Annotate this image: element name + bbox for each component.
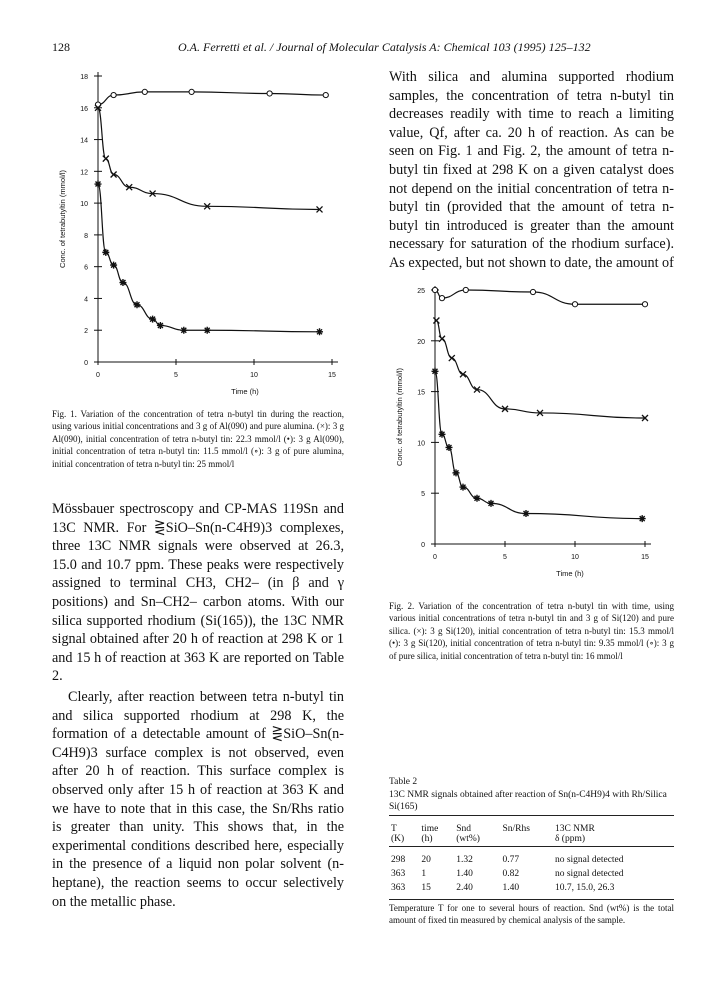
- table-row: 363 15 2.40 1.40 10.7, 15.0, 26.3: [391, 883, 615, 893]
- running-header: O.A. Ferretti et al. / Journal of Molecular Catalysis A: Chemical 103 (1995) 125–132: [178, 40, 591, 54]
- figure-2-chart: [389, 272, 689, 594]
- y-tick-label: 2: [84, 328, 88, 336]
- x-tick-label: 5: [503, 554, 507, 561]
- table-2-caption: 13C NMR signals obtained after reaction of Sn(n-C4H9)4 with Rh/Silica Si(165): [389, 789, 667, 812]
- series-line-3: [435, 371, 642, 518]
- y-tick-label: 5: [421, 491, 425, 499]
- y-tick-label: 8: [84, 232, 88, 240]
- star-point: [157, 322, 164, 329]
- star-point: [102, 249, 109, 256]
- open-circle-point: [323, 92, 328, 97]
- open-circle-point: [530, 289, 535, 294]
- star-point: [460, 484, 467, 491]
- open-circle-point: [642, 302, 647, 307]
- col-temperature: T (K): [389, 816, 419, 847]
- star-point: [474, 495, 481, 502]
- open-circle-point: [189, 89, 194, 94]
- paragraph-right-top: With silica and alumina supported rhodium samples, the concentration of tetra n-butyl tin decreases readily with time to reach a limiting value, Qf, after ca. 20 h of reaction. As can be seen on Fig. 1 and Fig. 2, the amount of tetra n-butyl tin fixed at 298 K on a given catalyst does not depend on the initial concentration of tetra n-butyl tin (provided that the amount of tetra n-butyl tin introduced is greater than the amount necessary for saturation of the rhodium surface). As expected, but not shown to date, the amount of: [389, 69, 674, 271]
- star-point: [488, 500, 495, 507]
- col-13c-nmr: 13C NMR δ (ppm): [553, 816, 674, 847]
- open-circle-point: [111, 92, 116, 97]
- series-line-2: [436, 320, 645, 418]
- star-point: [180, 327, 187, 334]
- x-tick-label: 10: [250, 372, 258, 379]
- open-circle-point: [463, 287, 468, 292]
- star-point: [639, 515, 646, 522]
- cross-point: [433, 317, 439, 323]
- col-sn-fixed: Snd (wt%): [454, 816, 500, 847]
- star-point: [523, 510, 530, 517]
- x-tick-label: 0: [96, 372, 100, 379]
- y-tick-label: 16: [80, 105, 88, 113]
- y-tick-label: 6: [84, 264, 88, 272]
- cross-point: [439, 336, 445, 342]
- cross-point: [449, 355, 455, 361]
- figure-2-caption: Fig. 2. Variation of the concentration of tetra n-butyl tin with time, using various initial concentrations of tetra n-butyl tin and 3 g of Si(120) and pure silica. (×): 3 g Si(120), initial concentration of tetra n-butyl tin: 15.3 mmol/l (•): 3 g Si(120), initial concentration of tetra n-butyl tin: 9.35 mmol/l (∘): 3 g of pure silica, initial concentration of tetra n-butyl tin: 16 mmol/l: [389, 601, 674, 661]
- axes: [98, 72, 338, 362]
- y-tick-label: 10: [417, 440, 425, 448]
- y-tick-label: 15: [417, 389, 425, 397]
- y-tick-label: 0: [84, 360, 88, 367]
- x-tick-label: 0: [433, 554, 437, 561]
- x-tick-label: 15: [641, 554, 649, 561]
- star-point: [432, 368, 439, 375]
- table-2-note: Temperature T for one to several hours of reaction. Snd (wt%) is the total amount of fixed tin measured by chemical analysis of the sample.: [389, 903, 674, 926]
- star-point: [446, 444, 453, 451]
- table-row: 298 20 1.32 0.77 no signal detected: [391, 855, 624, 865]
- star-point: [316, 328, 323, 335]
- table-row: 363 1 1.40 0.82 no signal detected: [391, 869, 624, 879]
- star-point: [149, 316, 156, 323]
- y-axis-label: Conc. of tetrabutyltin (mmol/l): [58, 170, 67, 268]
- y-axis-label: Conc. of tetrabutyltin (mmol/l): [395, 368, 404, 466]
- star-point: [119, 279, 126, 286]
- y-tick-label: 10: [80, 201, 88, 209]
- col-time: time (h): [419, 816, 454, 847]
- table-header-row: [389, 816, 674, 847]
- x-tick-label: 10: [571, 554, 579, 561]
- star-point: [95, 181, 102, 188]
- cross-point: [103, 156, 109, 162]
- table-2-label: Table 2: [389, 777, 418, 787]
- table-2: [389, 815, 674, 900]
- y-tick-label: 12: [80, 169, 88, 177]
- open-circle-point: [267, 91, 272, 96]
- star-point: [110, 262, 117, 269]
- star-point: [439, 431, 446, 438]
- paragraph-left-2: Clearly, after reaction between tetra n-butyl tin and silica supported rhodium at 298 K, the formation of a detectable amount of ⋛SiO–Sn(n-C4H9)3 surface complex is not observed, even after 20 h of reaction. This surface complex is observed only after 15 h of reaction at 363 K and we have to note that in this case, the Sn/Rhs ratio is greater than unity. This shows that, in the experimental conditions described here, especially in the presence of a liquid non polar solvent (n-heptane), the reaction seems to occur selectively on the metallic phase.: [52, 689, 344, 910]
- table-2-title: [389, 776, 674, 814]
- col-sn-rh-ratio: Sn/Rhs: [500, 816, 552, 847]
- axes: [435, 286, 651, 544]
- page-number: 128: [52, 40, 70, 54]
- series-line-2: [98, 108, 320, 210]
- y-tick-label: 25: [417, 288, 425, 295]
- x-tick-label: 15: [328, 372, 336, 379]
- x-axis-label: Time (h): [231, 387, 259, 396]
- figure-1-chart: [52, 60, 352, 405]
- figure-1-caption: Fig. 1. Variation of the concentration of tetra n-butyl tin during the reaction, using various initial concentrations and 3 g of Al(090) and pure alumina. (×): 3 g Al(090), initial concentration of tetra n-butyl tin: 22.3 mmol/l (•): 3 g Al(090), initial concentration of tetra n-butyl tin: 11.5 mmol/l (∘): 3 g of pure alumina, initial concentration of tetra n-butyl tin: 25 mmol/l: [52, 409, 344, 469]
- y-tick-label: 20: [417, 338, 425, 346]
- y-tick-label: 14: [80, 137, 88, 145]
- y-tick-label: 4: [84, 296, 88, 304]
- star-point: [204, 327, 211, 334]
- star-point: [134, 301, 141, 308]
- x-axis-label: Time (h): [556, 569, 584, 578]
- open-circle-point: [142, 89, 147, 94]
- y-tick-label: 18: [80, 74, 88, 81]
- paragraph-left-1: Mössbauer spectroscopy and CP-MAS 119Sn and 13C NMR. For ⋛SiO–Sn(n-C4H9)3 complexes, three 13C NMR signals were observed at 26.3, 15.0 and 10.7 ppm. These peaks were respectively assigned to terminal CH3, CH2– (in β and γ positions) and Sn–CH2– carbon atoms. With our silica supported rhodium (Si(165)), the 13C NMR signal obtained after 20 h of reaction at 298 K or 1 and 15 h of reaction at 363 K are reported on Table 2.: [52, 501, 344, 685]
- open-circle-point: [572, 302, 577, 307]
- open-circle-point: [432, 287, 437, 292]
- star-point: [453, 469, 460, 476]
- open-circle-point: [439, 296, 444, 301]
- y-tick-label: 0: [421, 542, 425, 549]
- series-line-1: [98, 92, 326, 105]
- x-tick-label: 5: [174, 372, 178, 379]
